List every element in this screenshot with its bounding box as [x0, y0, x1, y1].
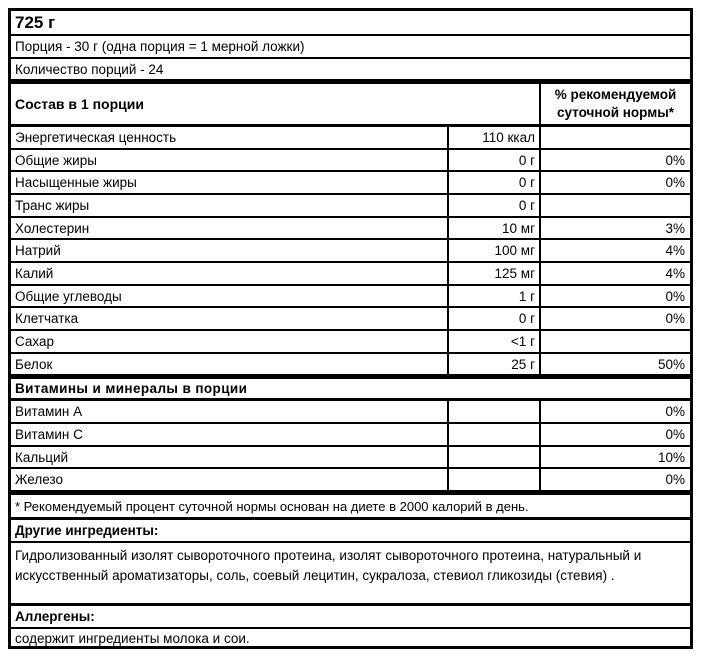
product-weight: 725 г — [15, 12, 56, 32]
vitamin-amount — [447, 447, 539, 468]
nutrient-dv — [539, 127, 690, 148]
nutrient-name: Белок — [15, 356, 53, 372]
table-row — [11, 422, 690, 445]
servings-count-line: Количество порций - 24 — [11, 57, 690, 79]
nutrient-name: Холестерин — [15, 220, 90, 236]
table-row — [11, 238, 690, 261]
nutrient-amount: 0 г — [447, 150, 539, 171]
nutrient-amount: 100 мг — [447, 240, 539, 261]
nutrient-name: Транс жиры — [15, 197, 90, 213]
nutrient-amount: 110 ккал — [447, 127, 539, 148]
nutrient-dv: 0% — [539, 308, 690, 329]
table-row — [11, 216, 690, 239]
vitamin-dv: 0% — [539, 424, 690, 445]
vitamin-dv: 10% — [539, 447, 690, 468]
table-row — [11, 306, 690, 329]
serving-size-line: Порция - 30 г (одна порция = 1 мерной ложки) — [11, 34, 690, 57]
table-row — [11, 261, 690, 284]
table-row — [11, 352, 690, 375]
nutrient-dv — [539, 331, 690, 352]
nutrient-dv: 0% — [539, 172, 690, 193]
nutrient-amount: 1 г — [447, 286, 539, 307]
nutrient-name: Общие углеводы — [15, 288, 122, 304]
vitamin-name: Витамин А — [15, 404, 83, 420]
other-ingredients-text: Гидролизованный изолят сывороточного протеина, изолят сывороточного протеина, натуральный и искусственный ароматизаторы, соль, соевый лецитин, сукралоза, стевиол гликозиды (стевия) . — [11, 541, 690, 603]
table-row — [11, 193, 690, 216]
nutrient-name: Калий — [15, 265, 54, 281]
table-row — [11, 467, 690, 490]
allergens-title: Аллергены: — [11, 603, 690, 627]
nutrient-amount: 25 г — [447, 354, 539, 375]
vitamin-name: Кальций — [15, 449, 69, 465]
nutrient-dv: 4% — [539, 240, 690, 261]
vitamin-dv: 0% — [539, 401, 690, 422]
nutrient-name: Клетчатка — [15, 311, 79, 327]
nutrient-dv — [539, 195, 690, 216]
nutrient-amount: 0 г — [447, 195, 539, 216]
nutrient-amount: 10 мг — [447, 218, 539, 239]
nutrient-amount: 0 г — [447, 172, 539, 193]
vitamins-section-title: Витамины и минералы в порции — [11, 379, 690, 401]
table-row — [11, 148, 690, 171]
vitamin-name: Витамин С — [15, 426, 83, 442]
nutrient-name: Насыщенные жиры — [15, 175, 137, 191]
nutrient-name: Общие жиры — [15, 152, 97, 168]
table-header-row — [11, 84, 690, 127]
nutrient-amount: <1 г — [447, 331, 539, 352]
other-ingredients-title: Другие ингредиенты: — [11, 517, 690, 541]
vitamin-dv: 0% — [539, 469, 690, 490]
nutrient-dv: 0% — [539, 286, 690, 307]
nutrition-label — [8, 8, 693, 649]
allergens-text: содержит ингредиенты молока и сои. — [11, 627, 690, 646]
nutrient-amount: 125 мг — [447, 263, 539, 284]
vitamin-amount — [447, 401, 539, 422]
nutrient-amount: 0 г — [447, 308, 539, 329]
nutrient-dv: 50% — [539, 354, 690, 375]
nutrient-dv: 3% — [539, 218, 690, 239]
nutrient-dv: 0% — [539, 150, 690, 171]
table-row — [11, 401, 690, 422]
table-row — [11, 445, 690, 468]
vitamin-amount — [447, 469, 539, 490]
composition-header: Состав в 1 порции — [15, 96, 144, 112]
daily-value-header: % рекомендуемой суточной нормы* — [539, 84, 690, 124]
nutrient-dv: 4% — [539, 263, 690, 284]
table-row — [11, 329, 690, 352]
daily-value-footnote: * Рекомендуемый процент суточной нормы основан на диете в 2000 калорий в день. — [15, 498, 529, 514]
nutrient-name: Энергетическая ценность — [15, 129, 177, 145]
vitamin-amount — [447, 424, 539, 445]
vitamin-name: Железо — [15, 472, 63, 488]
nutrient-name: Сахар — [15, 333, 55, 349]
table-row — [11, 170, 690, 193]
table-row — [11, 127, 690, 148]
nutrient-name: Натрий — [15, 243, 61, 259]
table-row — [11, 284, 690, 307]
